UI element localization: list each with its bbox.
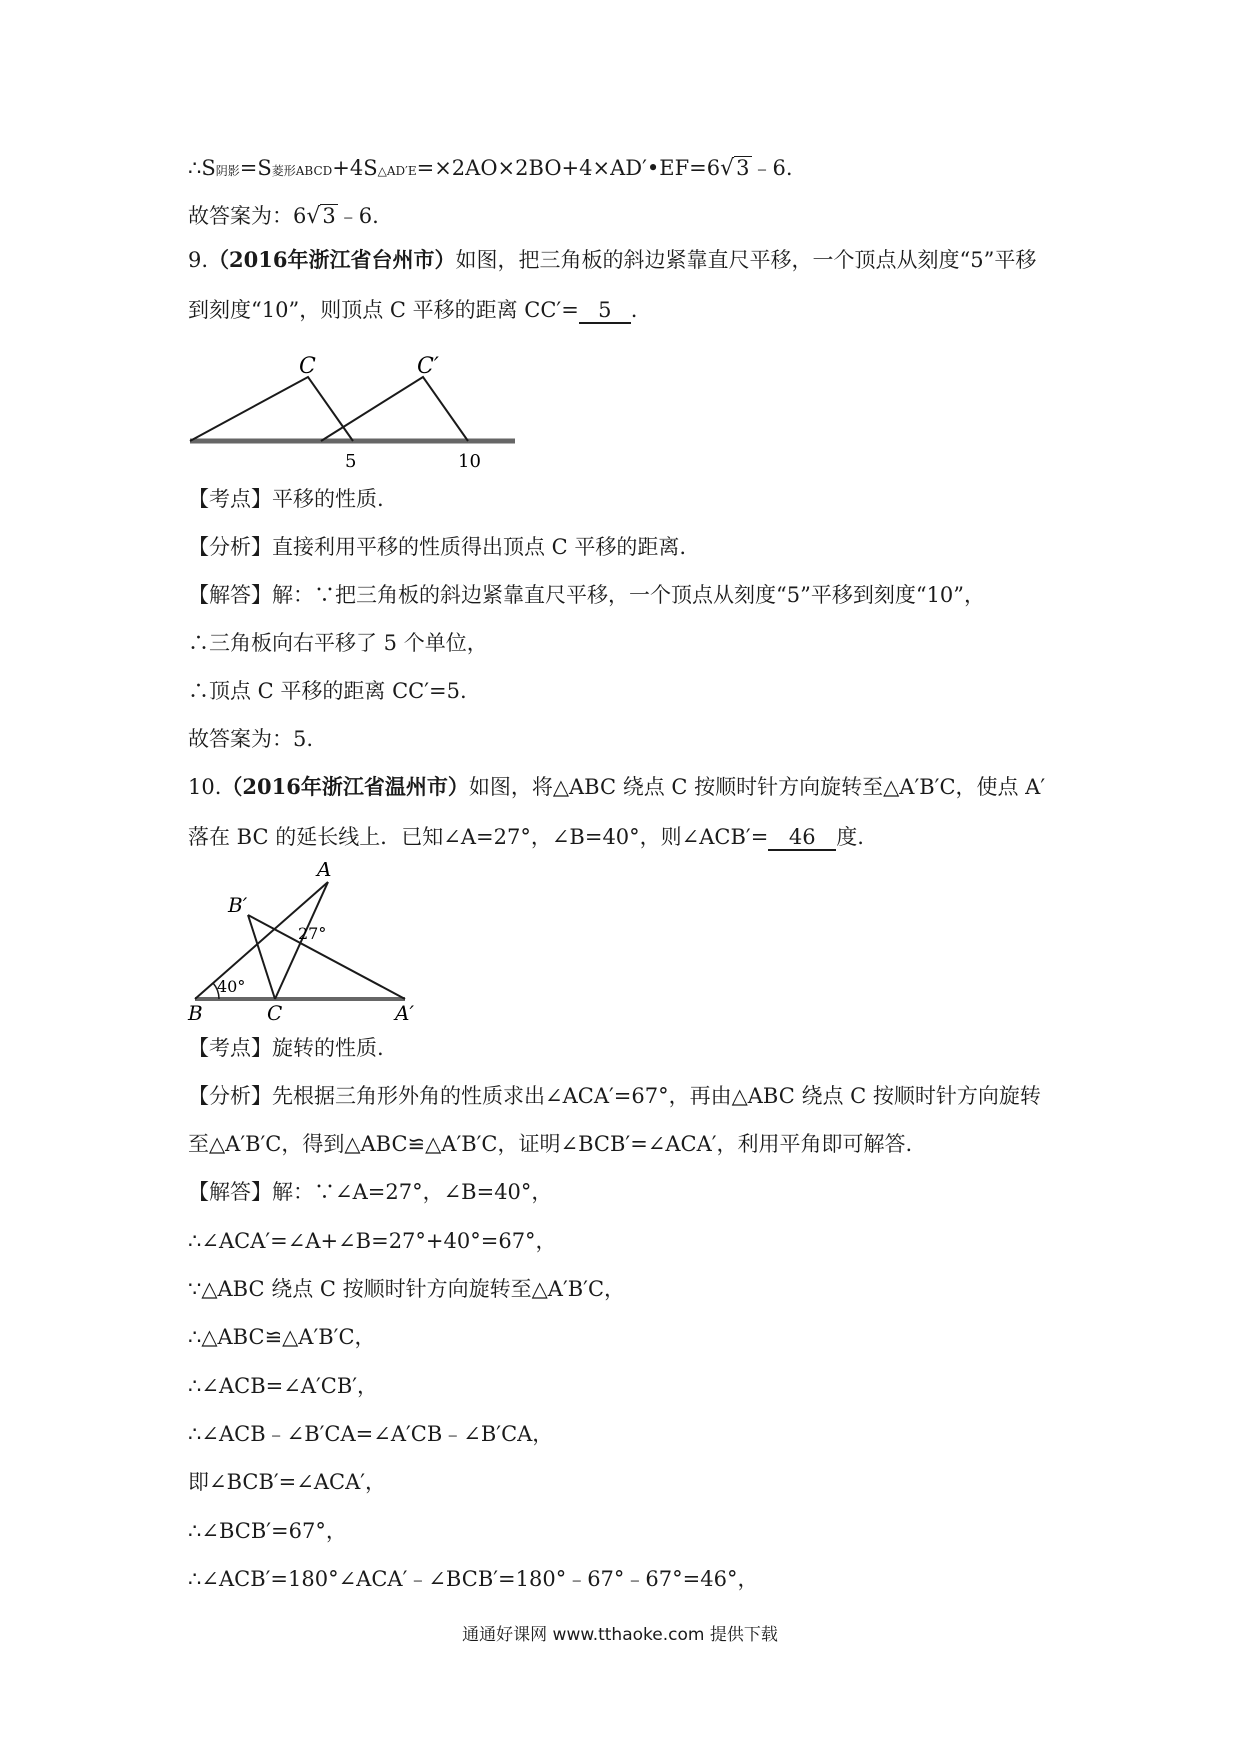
question-text: 如图，将△ABC 绕点 C 按顺时针方向旋转至△A′B′C，使点 A′ [468, 775, 1046, 799]
q10-step: ∴∠ACA′=∠A+∠B=27°+40°=67°， [188, 1229, 557, 1253]
q10-step: ∴∠BCB′=67°， [188, 1519, 347, 1543]
q9-fenxi: 【分析】直接利用平移的性质得出顶点 C 平移的距离. [188, 535, 687, 559]
subscript: △AD′E [377, 164, 417, 178]
sqrt-symbol: √3 [306, 204, 336, 229]
q10-figure [180, 862, 430, 1022]
q10-jieda: 【解答】解：∵∠A=27°，∠B=40°， [188, 1180, 553, 1204]
question-source: （2016年浙江省温州市） [221, 774, 469, 799]
q9-step: ∴三角板向右平移了 5 个单位， [188, 631, 488, 655]
answer-text: 故答案为：6 [188, 204, 307, 228]
q10-step: ∴∠ACB′=180°∠ACA′﹣∠BCB′=180°﹣67°﹣67°=46°， [188, 1567, 759, 1591]
question-text: 到刻度“10”，则顶点 C 平移的距离 CC′= [188, 298, 579, 322]
q10-step: 即∠BCB′=∠ACA′， [188, 1470, 387, 1494]
question-text: 如图，把三角板的斜边紧靠直尺平移，一个顶点从刻度“5”平移 [455, 248, 1037, 272]
q9-step: ∴顶点 C 平移的距离 CC′=5. [188, 679, 467, 703]
q9-stem-line1 [188, 246, 1068, 274]
q9-final-answer: 故答案为：5. [188, 727, 314, 751]
question-number: 9. [188, 248, 209, 272]
q10-fenxi-line1: 【分析】先根据三角形外角的性质求出∠ACA′=67°，再由△ABC 绕点 C 按顺时针方向旋转 [188, 1084, 1041, 1108]
question-source: （2016年浙江省台州市） [208, 247, 456, 272]
formula-line-shaded-area [188, 154, 1068, 185]
q9-stem-line2 [188, 296, 1068, 324]
triangle-original [190, 377, 353, 441]
formula-text: ﹣6. [751, 156, 793, 180]
answer-line-prev [188, 202, 1068, 231]
sqrt-symbol: √3 [720, 156, 750, 181]
triangle-translated [321, 377, 468, 441]
question-number: 10. [188, 775, 222, 799]
q10-stem-line1 [188, 773, 1068, 801]
q10-step: ∵△ABC 绕点 C 按顺时针方向旋转至△A′B′C， [188, 1277, 626, 1301]
label-c-prime: C′ [417, 354, 439, 379]
answer-text: ﹣6. [337, 204, 379, 228]
q10-stem-line2 [188, 823, 1068, 851]
q9-jieda: 【解答】解：∵把三角板的斜边紧靠直尺平移，一个顶点从刻度“5”平移到刻度“10”， [188, 583, 986, 607]
subscript: 菱形ABCD [271, 164, 333, 178]
q10-fenxi-line2: 至△A′B′C，得到△ABC≌△A′B′C，证明∠BCB′=∠ACA′，利用平角即可解答. [188, 1132, 913, 1156]
radicand: 3 [322, 204, 336, 228]
q10-step: ∴△ABC≌△A′B′C， [188, 1325, 376, 1349]
subscript: 阴影 [215, 164, 240, 178]
label-c: C [267, 1001, 283, 1022]
page-footer: 通通好课网 www.tthaoke.com 提供下载 [462, 1625, 778, 1645]
label-b: B [188, 1001, 203, 1022]
label-angle-27: 27° [298, 924, 327, 943]
answer-blank: 46 [768, 825, 836, 851]
formula-text: =S [239, 156, 272, 180]
label-a: A [317, 862, 332, 881]
radicand: 3 [736, 156, 750, 180]
q10-step: ∴∠ACB﹣∠B′CA=∠A′CB﹣∠B′CA， [188, 1422, 554, 1446]
question-text: 度. [836, 825, 864, 849]
q10-kaodian: 【考点】旋转的性质. [188, 1036, 384, 1060]
answer-blank: 5 [579, 298, 631, 324]
question-text: 落在 BC 的延长线上．已知∠A=27°，∠B=40°，则∠ACB′= [188, 825, 769, 849]
tick-label-10: 10 [458, 451, 481, 470]
label-c: C [299, 354, 316, 379]
formula-text: ∴S [188, 156, 216, 180]
formula-text: =×2AO×2BO+4×AD′•EF=6 [416, 156, 721, 180]
label-b-prime: B′ [228, 893, 248, 917]
question-text: . [630, 298, 638, 322]
q10-step: ∴∠ACB=∠A′CB′， [188, 1374, 379, 1398]
q9-kaodian: 【考点】平移的性质. [188, 487, 384, 511]
q9-figure [180, 345, 520, 470]
label-angle-40: 40° [217, 977, 246, 996]
formula-text: +4S [332, 156, 378, 180]
label-a-prime: A′ [395, 1001, 414, 1022]
tick-label-5: 5 [345, 451, 357, 470]
